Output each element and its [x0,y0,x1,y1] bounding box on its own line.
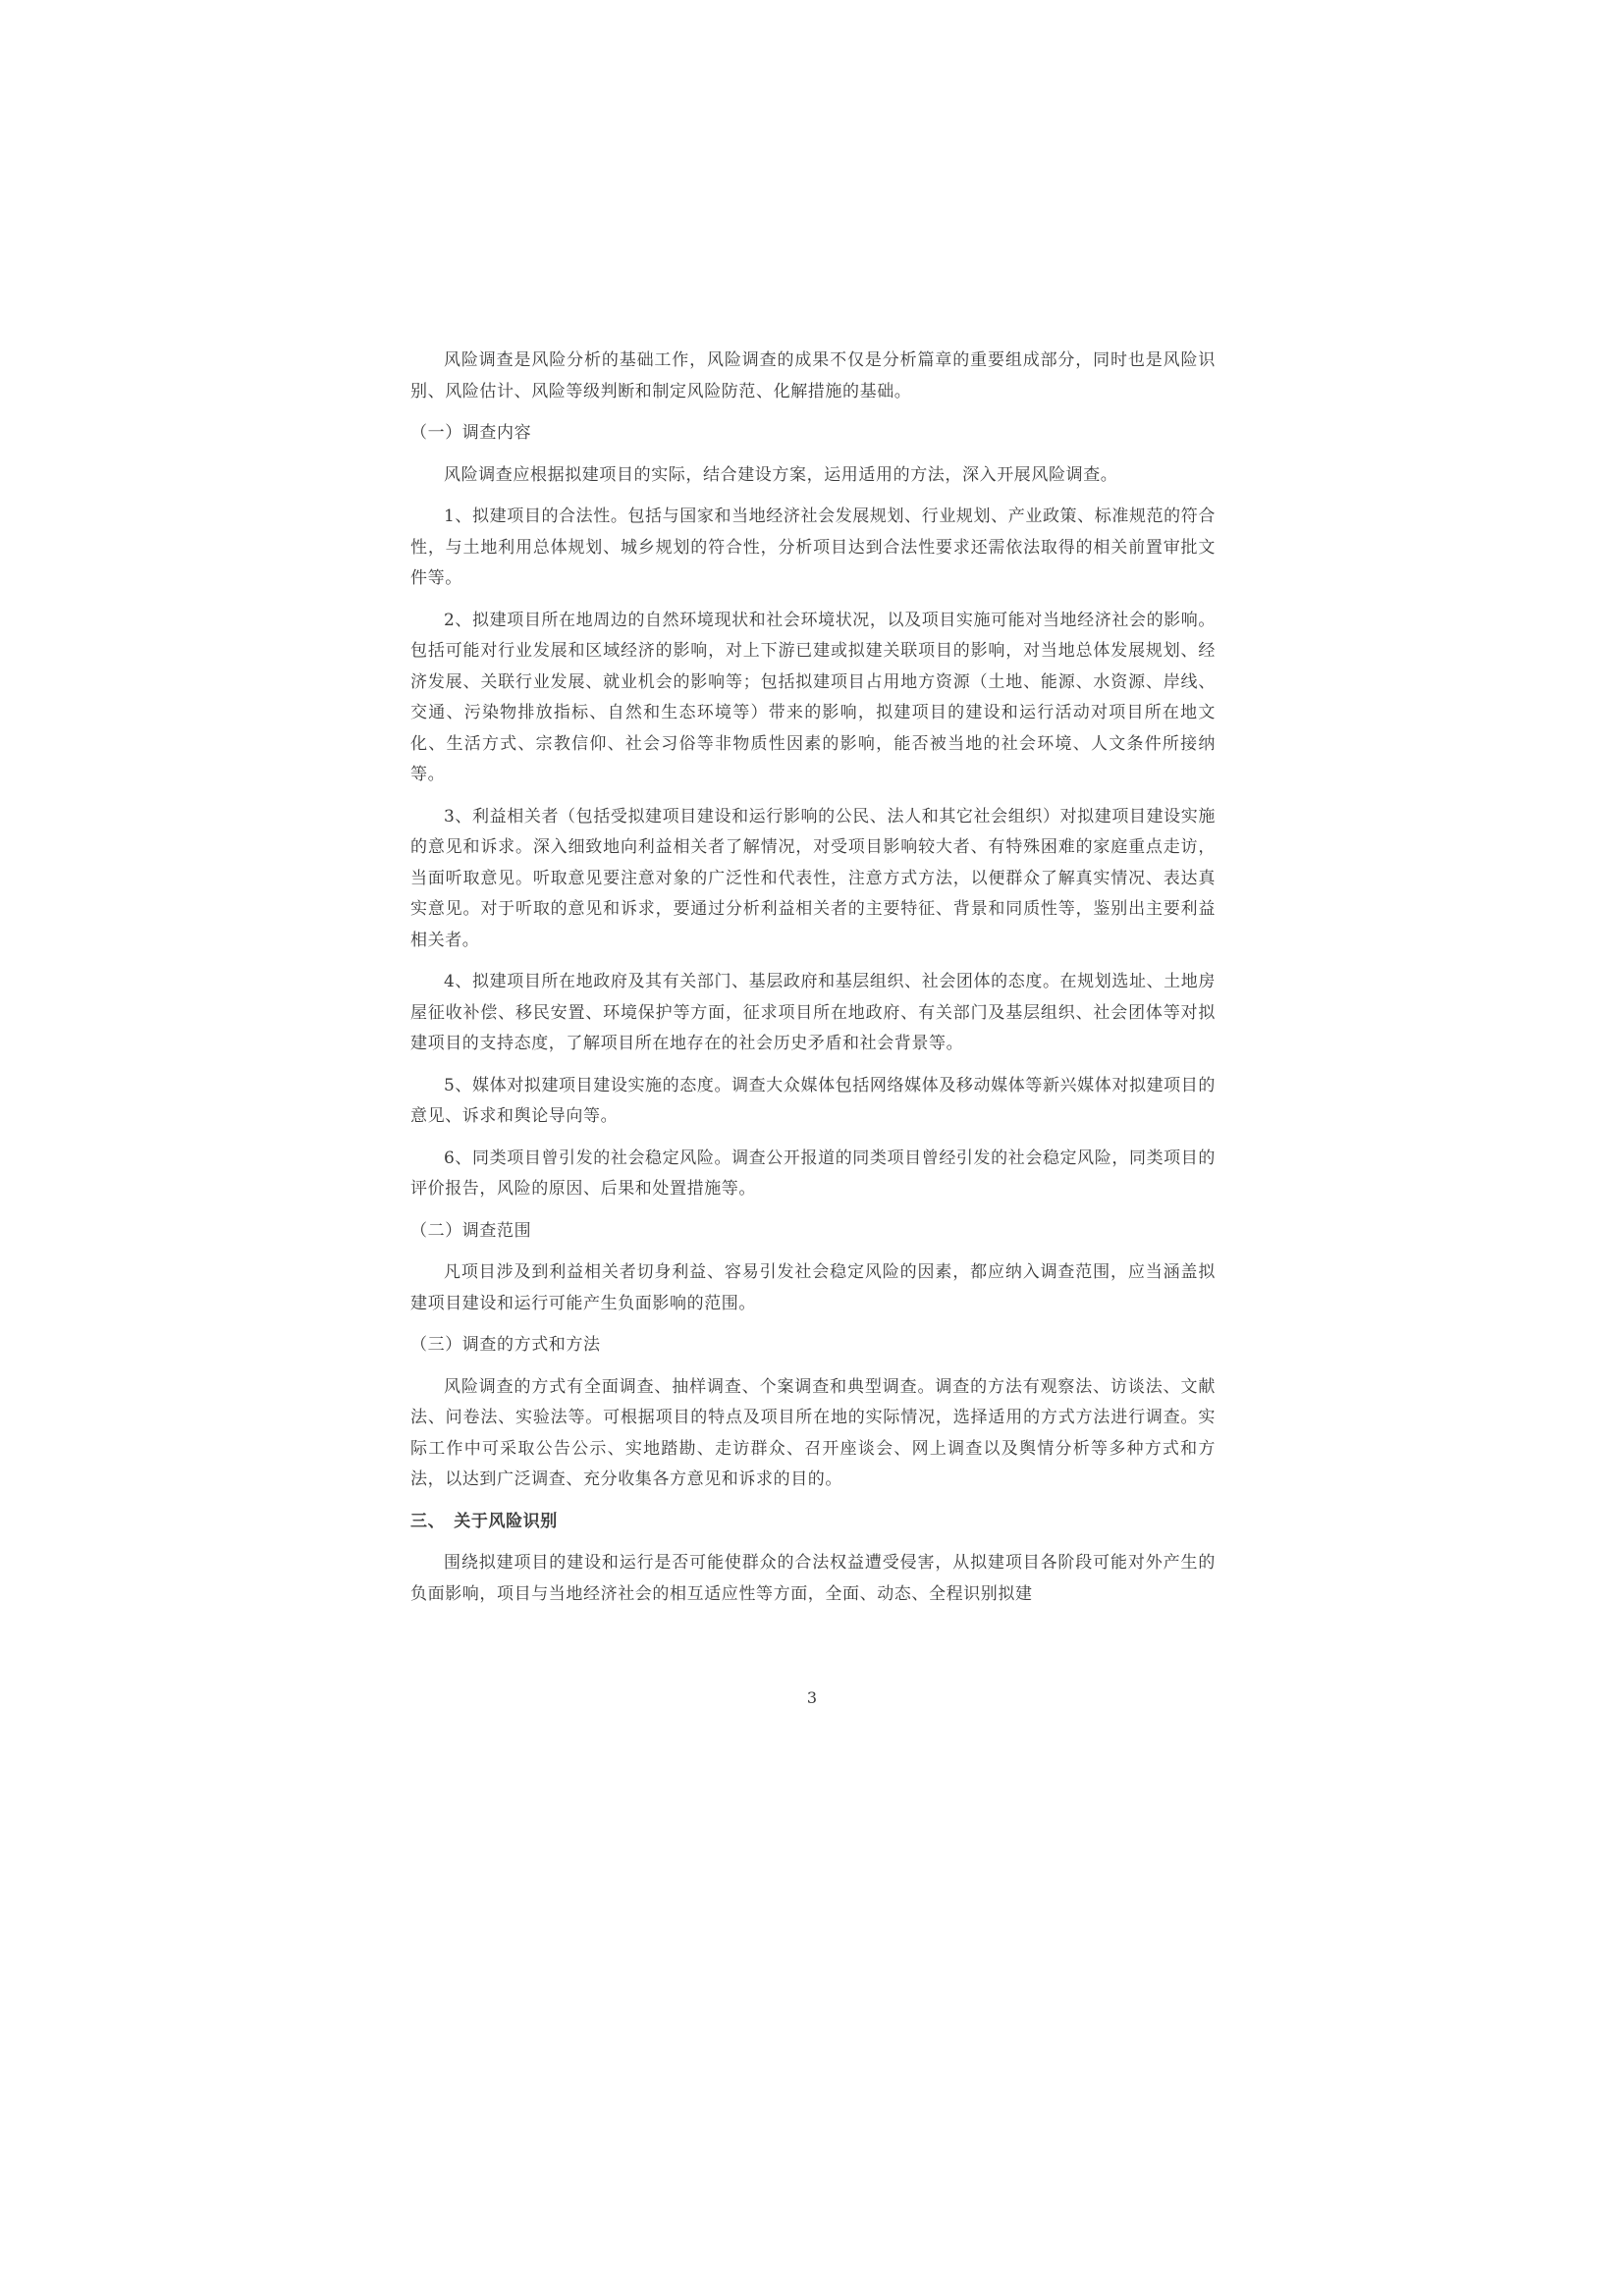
chapter-heading-risk-identification: 三、 关于风险识别 [410,1511,558,1531]
paragraph-risk-identification: 围绕拟建项目的建设和运行是否可能使群众的合法权益遭受侵害，从拟建项目各阶段可能对外产生的负面影响，项目与当地经济社会的相互适应性等方面，全面、动态、全程识别拟建 [410,1553,1216,1604]
paragraph-item-3: 3、利益相关者（包括受拟建项目建设和运行影响的公民、法人和其它社会组织）对拟建项目建设实施的意见和诉求。深入细致地向利益相关者了解情况，对受项目影响较大者、有特殊困难的家庭重点走访，当面听取意见。听取意见要注意对象的广泛性和代表性，注意方式方法，以便群众了解真实情况、表达真实意见。对于听取的意见和诉求，要通过分析利益相关者的主要特征、背景和同质性等，鉴别出主要利益相关者。 [410,806,1216,950]
document-body [410,346,1216,1621]
paragraph-item-2: 2、拟建项目所在地周边的自然环境现状和社会环境状况，以及项目实施可能对当地经济社会的影响。包括可能对行业发展和区域经济的影响，对上下游已建或拟建关联项目的影响，对当地总体发展规划、经济发展、关联行业发展、就业机会的影响等；包括拟建项目占用地方资源（土地、能源、水资源、岸线、交通、污染物排放指标、自然和生态环境等）带来的影响，拟建项目的建设和运行活动对项目所在地文化、生活方式、宗教信仰、社会习俗等非物质性因素的影响，能否被当地的社会环境、人文条件所接纳等。 [410,610,1216,784]
section-heading-content: （一）调查内容 [410,423,532,443]
paragraph-intro: 风险调查是风险分析的基础工作，风险调查的成果不仅是分析篇章的重要组成部分，同时也是风险识别、风险估计、风险等级判断和制定风险防范、化解措施的基础。 [410,350,1216,401]
paragraph-item-5: 5、媒体对拟建项目建设实施的态度。调查大众媒体包括网络媒体及移动媒体等新兴媒体对拟建项目的意见、诉求和舆论导向等。 [410,1075,1216,1126]
paragraph-content-intro: 风险调查应根据拟建项目的实际，结合建设方案，运用适用的方法，深入开展风险调查。 [444,464,1118,485]
paragraph-scope: 凡项目涉及到利益相关者切身利益、容易引发社会稳定风险的因素，都应纳入调查范围，应当涵盖拟建项目建设和运行可能产生负面影响的范围。 [410,1262,1216,1313]
paragraph-item-1: 1、拟建项目的合法性。包括与国家和当地经济社会发展规划、行业规划、产业政策、标准规范的符合性，与土地利用总体规划、城乡规划的符合性，分析项目达到合法性要求还需依法取得的相关前置审批文件等。 [410,507,1216,588]
section-heading-scope: （二）调查范围 [410,1220,532,1241]
paragraph-item-6: 6、同类项目曾引发的社会稳定风险。调查公开报道的同类项目曾经引发的社会稳定风险，同类项目的评价报告，风险的原因、后果和处置措施等。 [410,1148,1216,1199]
page-number: 3 [806,1688,818,1707]
section-heading-methods: （三）调查的方式和方法 [410,1335,601,1355]
paragraph-item-4: 4、拟建项目所在地政府及其有关部门、基层政府和基层组织、社会团体的态度。在规划选址、土地房屋征收补偿、移民安置、环境保护等方面，征求项目所在地政府、有关部门及基层组织、社会团体等对拟建项目的支持态度，了解项目所在地存在的社会历史矛盾和社会背景等。 [410,972,1216,1053]
paragraph-methods: 风险调查的方式有全面调查、抽样调查、个案调查和典型调查。调查的方法有观察法、访谈法、文献法、问卷法、实验法等。可根据项目的特点及项目所在地的实际情况，选择适用的方式方法进行调查。实际工作中可采取公告公示、实地踏勘、走访群众、召开座谈会、网上调查以及舆情分析等多种方式和方法，以达到广泛调查、充分收集各方意见和诉求的目的。 [410,1376,1216,1489]
